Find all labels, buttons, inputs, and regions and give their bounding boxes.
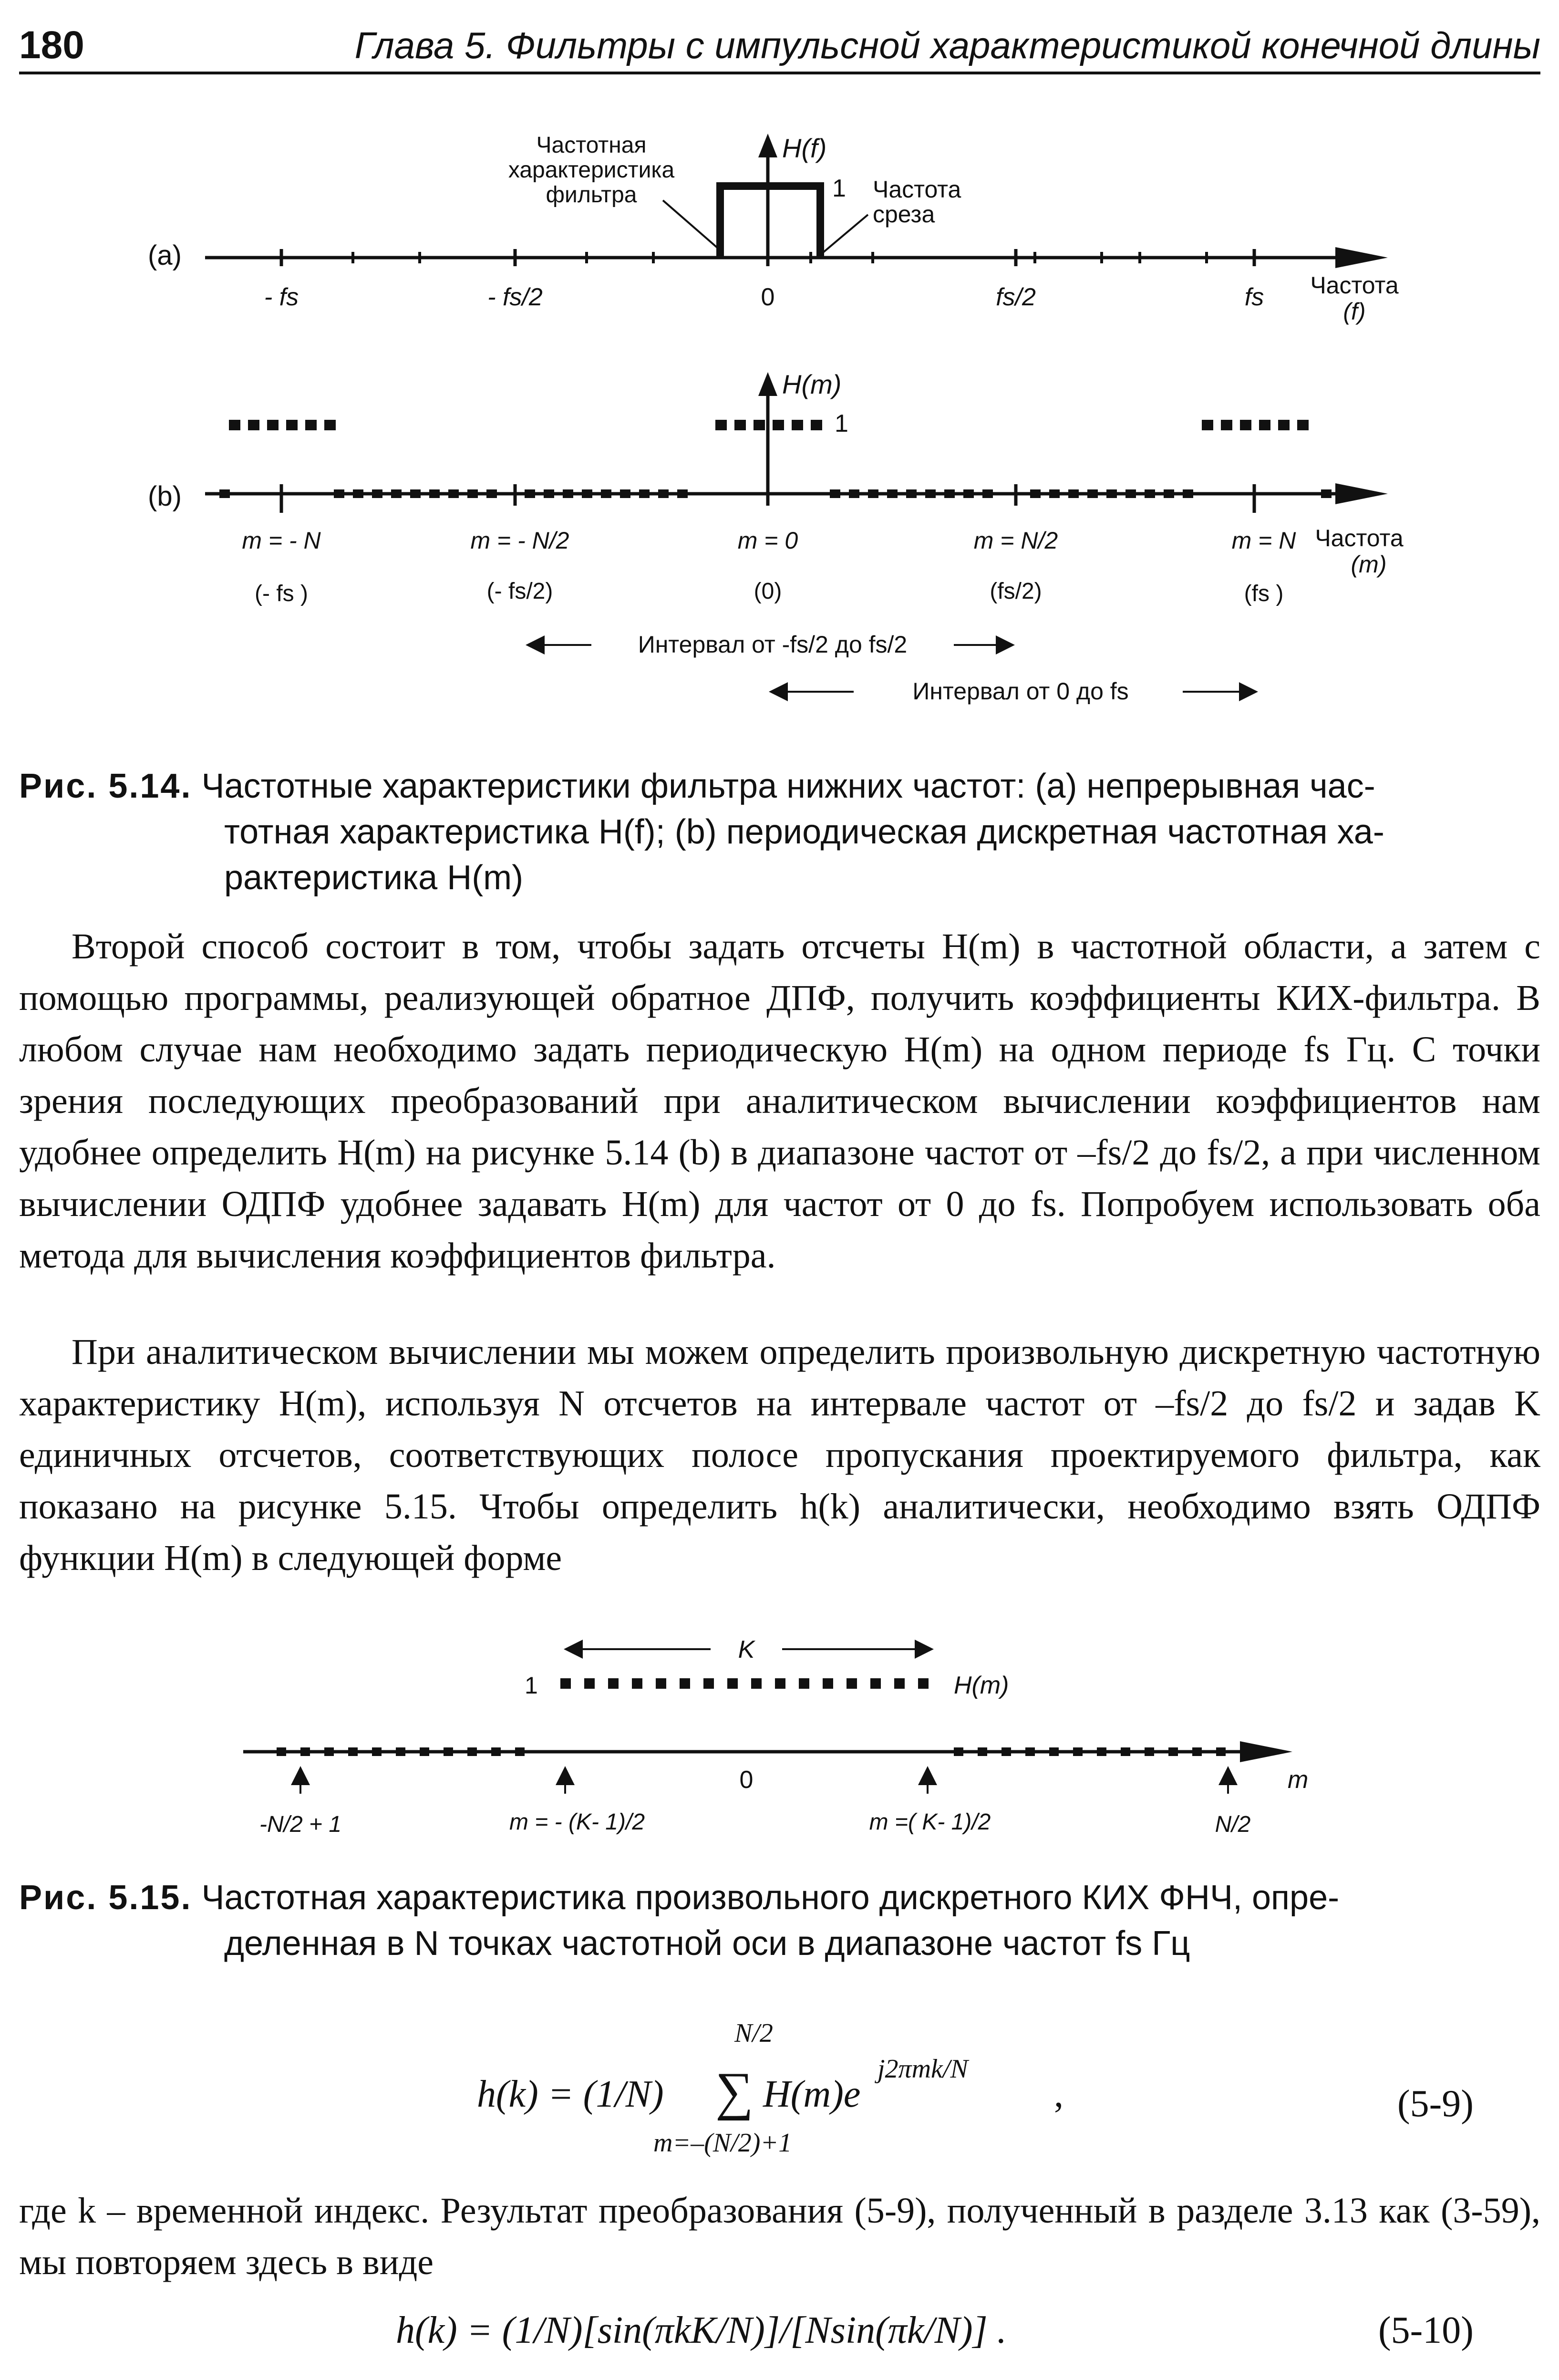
tick-b-f-zero: (0) [754,579,782,604]
h-f-one: 1 [832,175,846,202]
fig15-passband-samples [560,1678,929,1689]
h-f-axis-arrow [758,134,777,157]
tick-b-m-minus-n: m = - N [242,527,321,554]
eq510-number: (5-10) [1378,2309,1474,2351]
filter-response-line2: характеристика [508,157,675,183]
eq59-exponent: j2πmk/N [878,2054,968,2084]
part-b-label: (b) [148,481,182,512]
eq59-sum-top: N/2 [734,2018,773,2048]
figure-5-14-caption-line3: рактеристика H(m) [224,859,524,897]
part-a-label: (a) [148,240,182,271]
fig15-tick-arrows [300,1770,1228,1794]
fig15-h-label: H(m) [954,1672,1009,1699]
filter-response-line1: Частотная [536,133,647,158]
figure-5-15-caption [19,1875,1536,1966]
k-label: K [738,1636,755,1663]
chapter-title: Глава 5. Фильтры с импульсной характеристикой конечной длины [354,24,1540,66]
interval2-text: Интервал от 0 до fs [912,678,1129,705]
page-header [19,19,1540,74]
h-f-label: H(f) [782,133,827,163]
passband-one: 1 [525,1672,538,1699]
tick-b-m-n: m = N [1231,527,1296,554]
cutoff-pointer [823,215,868,253]
paragraph-3: где k – временной индекс. Результат преобразования (5-9), полученный в разделе 3.13 как (3-59), мы повторяем здесь в виде [19,2191,1540,2282]
figure-5-14-caption [19,763,1536,901]
eq59-number: (5-9) [1397,2083,1474,2125]
tick-b-m-minus-n-half: m = - N/2 [470,527,569,554]
cutoff-line2: среза [873,201,935,228]
figure-5-14-caption-line1: Частотные характеристики фильтра нижних частот: (a) непрерывная час- [201,767,1375,805]
sum-symbol: ∑ [715,2062,754,2121]
tick-a-fs: fs [1244,283,1264,311]
figure-5-15-caption-label: Рис. 5.15. [19,1879,192,1917]
tick-b-m-n-half: m = N/2 [973,527,1058,554]
frequency-axis-b-arrow [1335,483,1388,504]
axis-a-title-line1: Частота [1310,272,1399,299]
paragraph-1: Второй способ состоит в том, чтобы задать отсчеты H(m) в частотной области, а затем с помощью программы, реализующей обратное ДПФ, получить коэффициенты КИХ-фильтра. В любом случае нам необходимо задать периодическую H(m) на одном периоде fs Гц. С точки зрения последующих преобразований при аналитическом вычислении коэффициентов нам удобнее определить H(m) на рисунке 5.14 (b) в диапазоне частот от –fs/2 до fs/2, а при численном вычислении ОДПФ удобнее задавать H(m) для частот от 0 до fs. Попробуем использовать оба метода для вычисления коэффициентов фильтра. [19,926,1541,1276]
filter-response-line3: фильтра [546,182,637,208]
figure-5-14-caption-label: Рис. 5.14. [19,767,192,805]
fig15-tick-minus-n-half-plus-one: -N/2 + 1 [259,1812,342,1837]
frequency-axis-a-arrow [1335,247,1388,268]
tick-a-minus-fs: - fs [264,283,299,311]
tick-b-f-fs: (fs ) [1244,581,1284,606]
page-number: 180 [19,23,84,67]
figure-5-14 [0,110,1559,730]
m-axis-arrow [1240,1741,1292,1762]
cutoff-line1: Частота [873,176,961,203]
tick-b-f-minus-fs-half: (- fs/2) [486,579,553,604]
fig15-tick-n-half: N/2 [1215,1812,1251,1837]
paragraph-2: При аналитическом вычислении мы можем определить произвольную дискретную частотную характеристику H(m), используя N отсчетов на интервале частот от –fs/2 до fs/2 и задав K единичных отсчетов, соответствующих полосе пропускания проектируемого фильтра, как показано на рисунке 5.15. Чтобы определить h(k) аналитически, необходимо взять ОДПФ функции H(m) в следующей форме [19,1332,1540,1578]
axis-a-title-line2: (f) [1343,298,1366,325]
tick-a-zero: 0 [761,283,775,311]
fig15-zero: 0 [739,1766,754,1794]
h-m-label: H(m) [782,369,842,399]
fig15-tick-plus-k: m =( K- 1)/2 [869,1809,991,1835]
axis-b-title-line1: Частота [1315,525,1404,551]
interval1-text: Интервал от -fs/2 до fs/2 [638,631,908,658]
tick-a-minus-fs-half: - fs/2 [487,283,543,311]
figure-5-15 [0,1612,1559,1860]
eq59-sum-bottom: m=–(N/2)+1 [653,2128,792,2158]
figure-5-14-caption-line2: тотная характеристика H(f); (b) периодическая дискретная частотная ха- [224,813,1384,851]
tick-b-m-zero: m = 0 [737,527,798,554]
eq59-lhs: h(k) = (1/N) [477,2073,664,2115]
figure-5-15-caption-line1: Частотная характеристика произвольного дискретного КИХ ФНЧ, опре- [201,1879,1340,1917]
filter-rectangle [720,186,820,258]
axis-b-title-line2: (m) [1351,551,1387,578]
fig15-m-label: m [1288,1766,1309,1794]
eq59-term: H(m)e [763,2073,861,2115]
tick-b-f-fs-half: (fs/2) [990,579,1042,604]
tick-a-fs-half: fs/2 [996,283,1036,311]
h-m-one: 1 [835,410,848,437]
tick-b-f-minus-fs: (- fs ) [255,581,308,606]
filter-response-pointer [663,200,718,248]
equation-5-10: h(k) = (1/N)[sin(πkK/N)]/[Nsin(πk/N)] . [396,2309,1007,2351]
eq59-comma: , [1054,2073,1063,2115]
figure-5-15-caption-line2: деленная в N точках частотной оси в диапазоне частот fs Гц [224,1924,1190,1963]
h-m-axis-arrow [758,372,777,396]
fig15-tick-minus-k: m = - (K- 1)/2 [509,1809,645,1835]
